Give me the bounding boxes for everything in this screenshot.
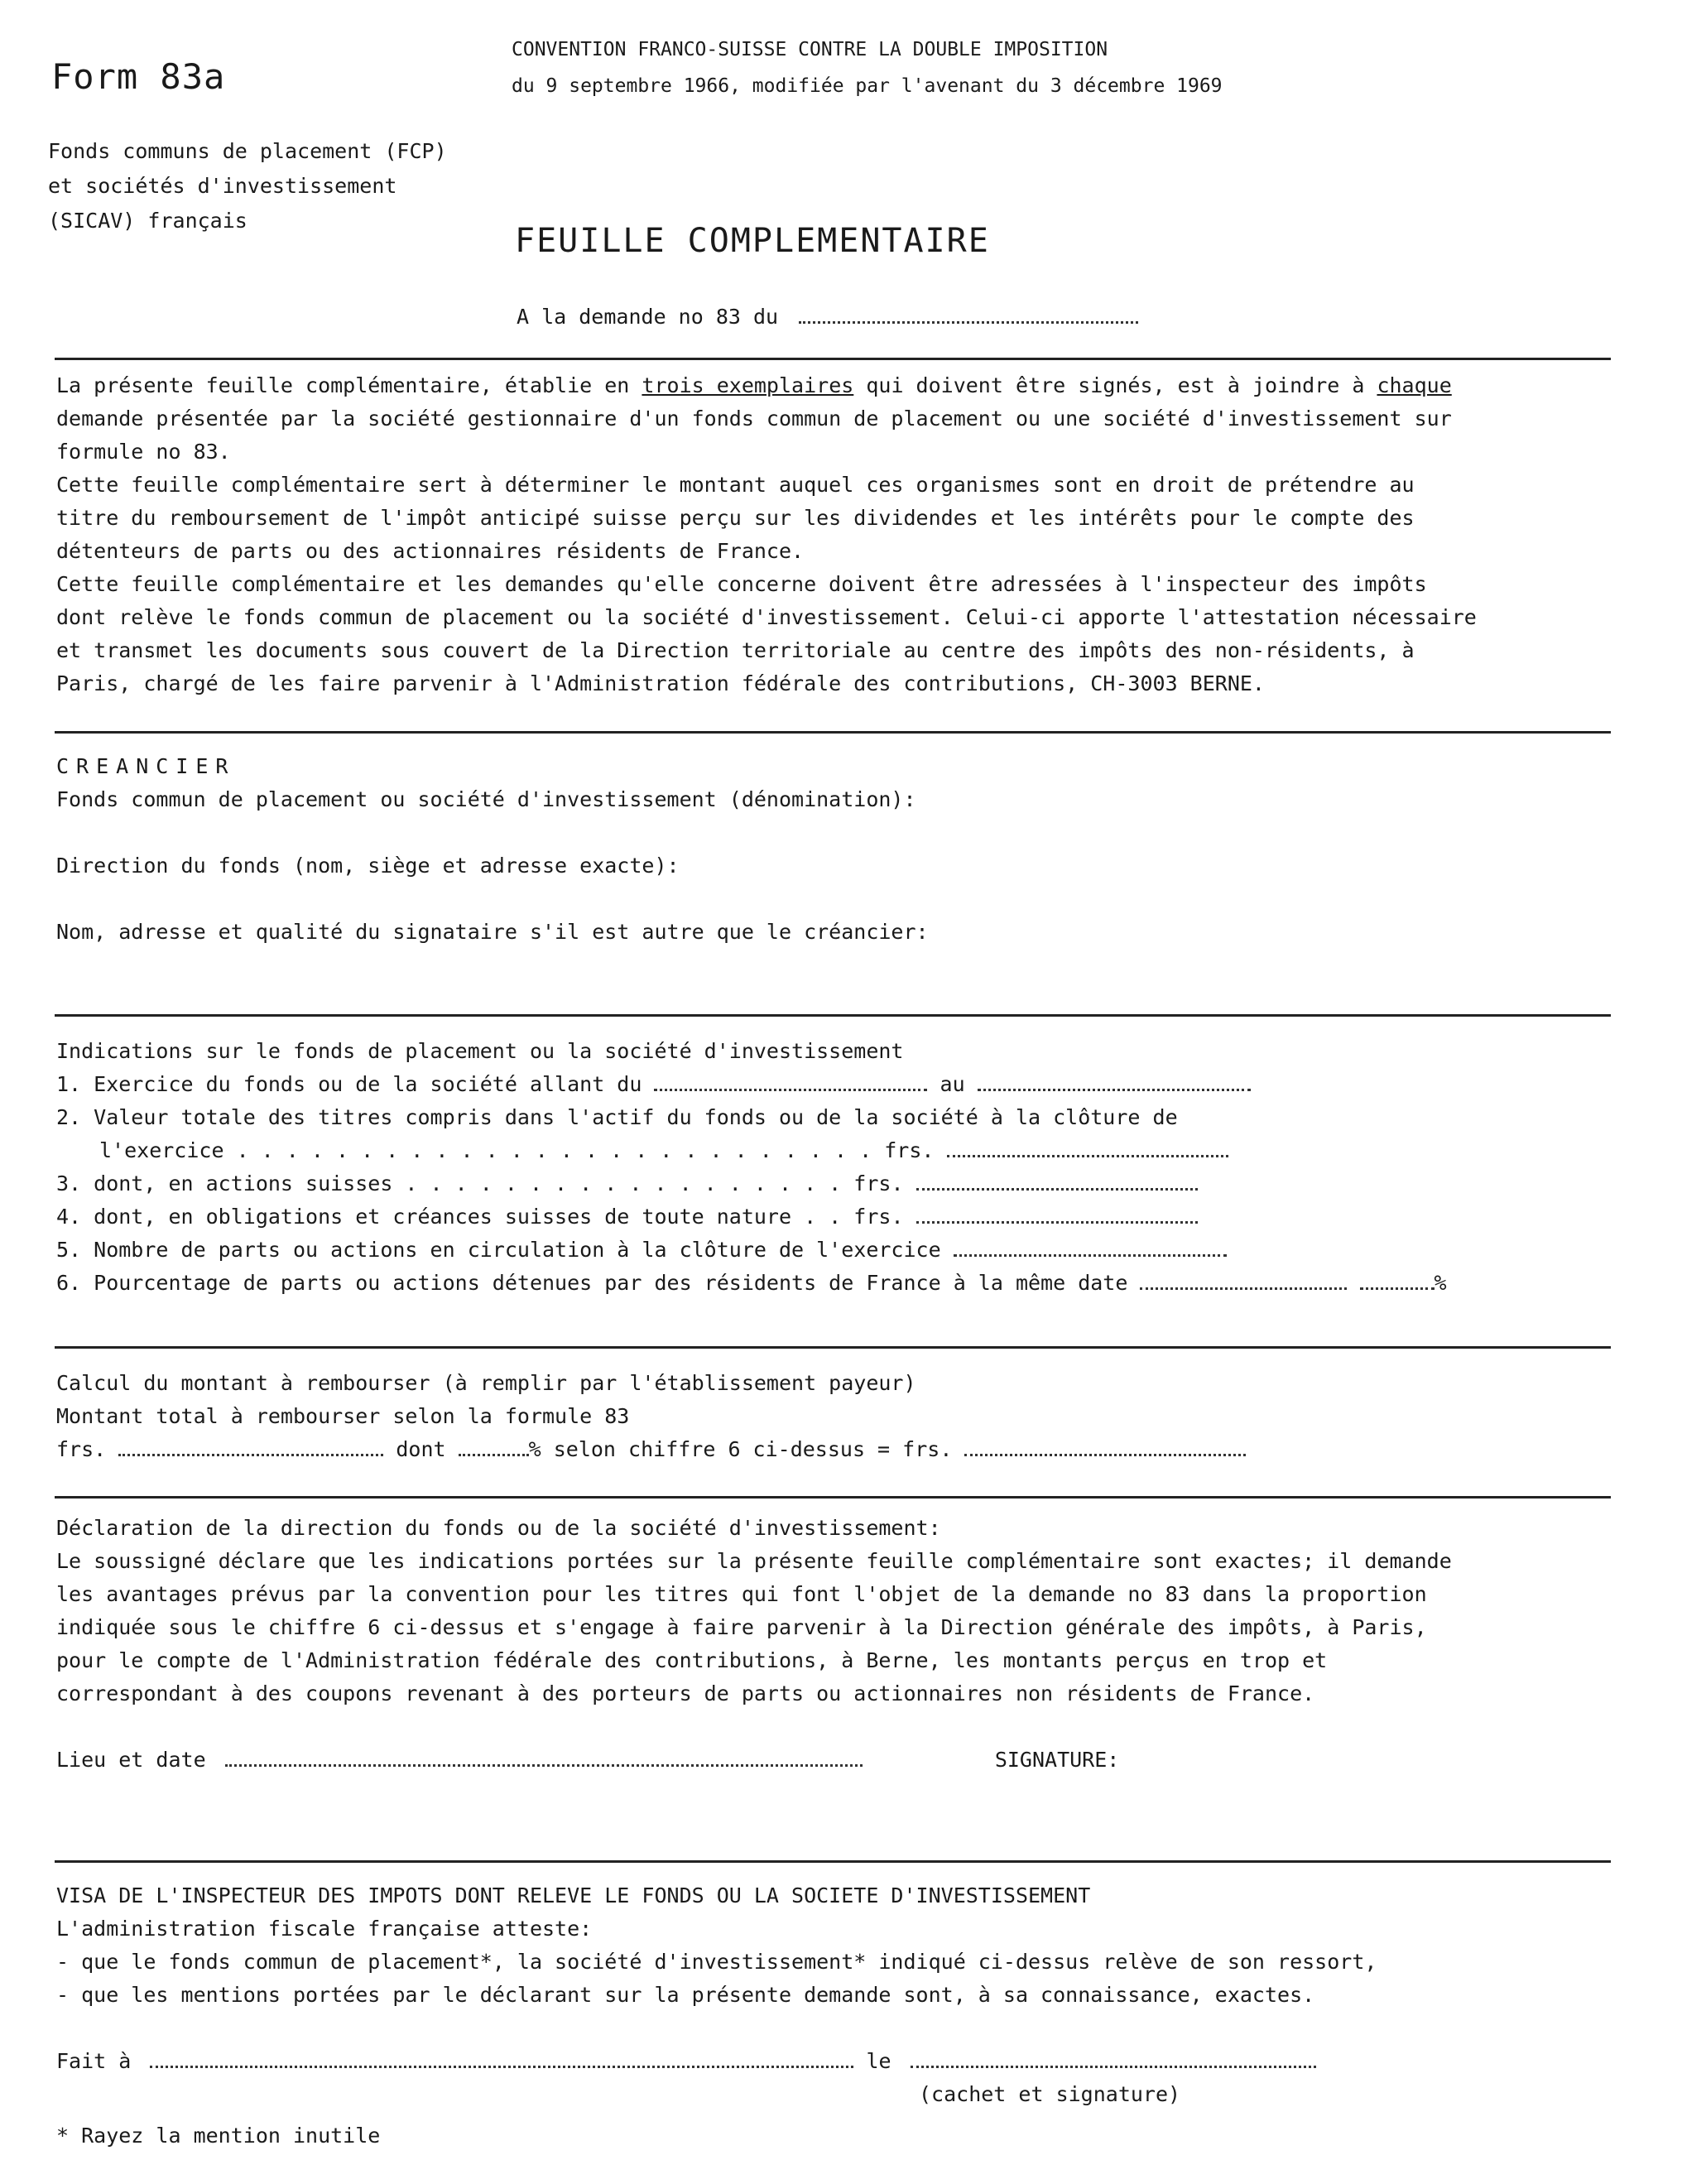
percentage-value-field[interactable] [1360, 1287, 1435, 1290]
footnote: * Rayez la mention inutile [56, 2124, 381, 2148]
visa-line: - que le fonds commun de placement*, la société d'investissement* indiqué ci-dessus relève de son ressort, [56, 1950, 1377, 1974]
convention-line-2: du 9 septembre 1966, modifiée par l'avenant du 3 décembre 1969 [512, 75, 1223, 97]
swiss-bonds-field[interactable] [916, 1221, 1198, 1224]
shares-outstanding-field[interactable] [954, 1254, 1227, 1257]
intro-line: Paris, chargé de les faire parvenir à l'Administration fédérale des contributions, CH-3003 BERNE. [56, 671, 1265, 695]
signatory-field[interactable]: Nom, adresse et qualité du signataire s'il est autre que le créancier: [56, 920, 929, 944]
subject-line-3: (SICAV) français [48, 209, 247, 233]
stamp-label: (cachet et signature) [919, 2082, 1181, 2106]
divider [55, 731, 1611, 734]
declaration-line: les avantages prévus par la convention pour les titres qui font l'objet de la demande no 83 dans la proportion [56, 1582, 1427, 1606]
period-end-field[interactable] [978, 1089, 1251, 1091]
total-amount-field[interactable] [118, 1454, 383, 1456]
subject-line-2: et sociétés d'investissement [48, 174, 397, 198]
visa-line: L'administration fiscale française atteste: [56, 1917, 593, 1941]
declaration-section [56, 1512, 1621, 1777]
request-reference [517, 305, 1138, 329]
calculation-line: Montant total à rembourser selon la formule 83 [56, 1404, 630, 1428]
indications-section [56, 1035, 1621, 1300]
calculation-formula: frs. dont % selon chiffre 6 ci-dessus = frs. [56, 1433, 1621, 1466]
indication-item-3: 3. dont, en actions suisses . . . . . . . . . . . . . . . . . . frs. [56, 1167, 1621, 1200]
declaration-sign-line: Lieu et date SIGNATURE: [56, 1748, 1120, 1772]
fund-management-field[interactable]: Direction du fonds (nom, siège et adresse exacte): [56, 854, 680, 878]
swiss-shares-field[interactable] [916, 1188, 1198, 1191]
visa-line: - que les mentions portées par le déclarant sur la présente demande sont, à sa connaissance, exactes. [56, 1983, 1315, 2007]
indication-item-2-cont: l'exercice . . . . . . . . . . . . . . . . . . . . . . . . . . frs. [56, 1134, 1621, 1167]
form-subject [48, 134, 447, 238]
intro-paragraph [56, 369, 1621, 700]
divider [55, 1346, 1611, 1349]
percentage-field[interactable] [1140, 1287, 1347, 1290]
creancier-heading: CREANCIER [56, 754, 236, 778]
indications-heading: Indications sur le fonds de placement ou la société d'investissement [56, 1039, 904, 1063]
indication-item-2: 2. Valeur totale des titres compris dans l'actif du fonds ou de la société à la clôture de [56, 1105, 1178, 1129]
intro-line: dont relève le fonds commun de placement ou la société d'investissement. Celui-ci apporte l'attestation nécessaire [56, 605, 1477, 629]
divider [55, 1860, 1611, 1863]
declaration-line: pour le compte de l'Administration fédérale des contributions, à Berne, les montants perçus en trop et [56, 1648, 1328, 1672]
visa-section [56, 1879, 1621, 2153]
declaration-line: Le soussigné déclare que les indications portées sur la présente feuille complémentaire sont exactes; il demande [56, 1549, 1452, 1573]
request-date-field[interactable] [799, 321, 1138, 324]
form-number: Form 83a [51, 56, 226, 97]
divider [55, 1014, 1611, 1017]
divider [55, 1496, 1611, 1498]
period-start-field[interactable] [654, 1089, 927, 1091]
declaration-line: indiquée sous le chiffre 6 ci-dessus et s'engage à faire parvenir à la Direction générale des impôts, à Paris, [56, 1615, 1427, 1639]
indication-item-6: 6. Pourcentage de parts ou actions détenues par des résidents de France à la même date % [56, 1271, 1447, 1295]
place-date-field[interactable] [225, 1764, 863, 1767]
total-securities-field[interactable] [947, 1155, 1228, 1157]
calculation-heading: Calcul du montant à rembourser (à remplir par l'établissement payeur) [56, 1371, 916, 1395]
indication-item-5: 5. Nombre de parts ou actions en circulation à la clôture de l'exercice [56, 1234, 1621, 1267]
intro-line: demande présentée par la société gestionnaire d'un fonds commun de placement ou une société d'investissement sur [56, 406, 1452, 431]
percent-amount-field[interactable] [459, 1454, 529, 1456]
signature-label: SIGNATURE: [994, 1748, 1120, 1772]
indication-item-1: 1. Exercice du fonds ou de la société allant du au [56, 1068, 1621, 1101]
declaration-line: correspondant à des coupons revenant à des porteurs de parts ou actionnaires non résidents de France. [56, 1681, 1315, 1705]
request-reference-label: A la demande no 83 du [517, 305, 779, 329]
refund-amount-field[interactable] [964, 1454, 1246, 1456]
page-title: FEUILLE COMPLEMENTAIRE [515, 222, 990, 260]
convention-line-1: CONVENTION FRANCO-SUISSE CONTRE LA DOUBLE IMPOSITION [512, 39, 1108, 60]
indication-item-4: 4. dont, en obligations et créances suisses de toute nature . . frs. [56, 1200, 1621, 1234]
convention-reference [512, 31, 1223, 104]
calculation-section [56, 1367, 1621, 1466]
intro-line: formule no 83. [56, 440, 231, 464]
intro-line: et transmet les documents sous couvert de la Direction territoriale au centre des impôts des non-résidents, à [56, 638, 1415, 662]
visa-heading: VISA DE L'INSPECTEUR DES IMPOTS DONT RELEVE LE FONDS OU LA SOCIETE D'INVESTISSEMENT [56, 1883, 1091, 1907]
declaration-heading: Déclaration de la direction du fonds ou de la société d'investissement: [56, 1516, 941, 1540]
divider [55, 358, 1611, 360]
creancier-section [56, 750, 929, 949]
intro-line: titre du remboursement de l'impôt anticipé suisse perçu sur les dividendes et les intérêts pour le compte des [56, 506, 1415, 530]
visa-sign-line: Fait à le [56, 2045, 1621, 2078]
creancier-name-field[interactable]: Fonds commun de placement ou société d'investissement (dénomination): [56, 787, 916, 811]
place-field[interactable] [150, 2066, 853, 2068]
intro-line: Cette feuille complémentaire et les demandes qu'elle concerne doivent être adressées à l'inspecteur des impôts [56, 572, 1427, 596]
date-field[interactable] [911, 2066, 1316, 2068]
intro-line: détenteurs de parts ou des actionnaires résidents de France. [56, 539, 805, 563]
intro-line: La présente feuille complémentaire, établie en trois exemplaires qui doivent être signés, est à joindre à chaque [56, 373, 1452, 397]
subject-line-1: Fonds communs de placement (FCP) [48, 139, 447, 163]
intro-line: Cette feuille complémentaire sert à déterminer le montant auquel ces organismes sont en droit de prétendre au [56, 473, 1415, 497]
